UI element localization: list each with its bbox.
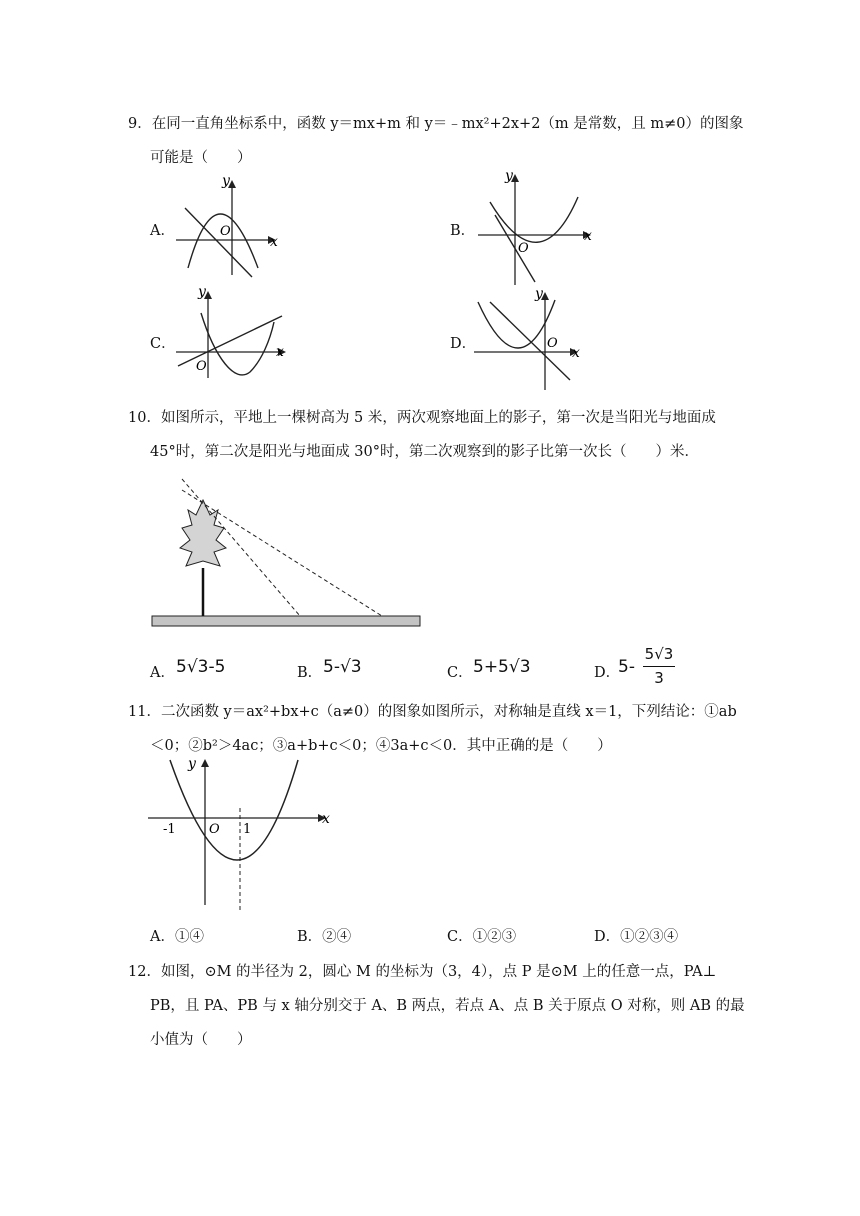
q9a-x-label: x — [270, 234, 278, 250]
q11-origin-label: O — [209, 822, 220, 837]
q10-option-a-value: 5√3-5 — [176, 657, 226, 677]
q9d-x-label: x — [572, 345, 580, 361]
q9-option-b-label: B． — [450, 223, 476, 239]
q11-x-label: x — [322, 811, 330, 827]
q9d-y-label: y — [535, 286, 543, 302]
q9-option-c-label: C． — [150, 336, 176, 352]
q10-option-b-value: 5-√3 — [323, 657, 362, 677]
q9b-origin-label: O — [518, 241, 529, 256]
q9d-origin-label: O — [547, 336, 558, 351]
q12-line-2: PB，且 PA、PB 与 x 轴分别交于 A、B 两点，若点 A、点 B 关于原点 O 对称，则 AB 的最 — [150, 998, 745, 1014]
q10-option-c-value: 5+5√3 — [473, 657, 531, 677]
q9b-x-label: x — [584, 228, 592, 244]
q10-option-d-numerator: 5√3 — [644, 645, 674, 663]
q11-option-a: A．①④ — [150, 929, 204, 945]
q10-option-b-label: B． — [297, 665, 323, 681]
q10-option-c-label: C． — [447, 665, 473, 681]
q10-option-d-denominator: 3 — [654, 669, 664, 687]
q11-y-label: y — [188, 756, 196, 772]
q9a-y-label: y — [222, 173, 230, 189]
q10-line-2: 45°时，第二次是阳光与地面成 30°时，第二次观察到的影子比第一次长（ ）米． — [150, 444, 700, 460]
q9c-y-label: y — [198, 284, 206, 300]
q11-option-c: C．①②③ — [447, 929, 517, 945]
q10-option-d-prefix: 5- — [618, 657, 635, 677]
q9-option-a-label: A． — [150, 223, 175, 239]
q10-option-a-label: A． — [150, 665, 175, 681]
q11-tick-neg1: -1 — [163, 822, 176, 837]
q11-line-1: 11．二次函数 y＝ax²+bx+c（a≠0）的图象如图所示，对称轴是直线 x＝1，下列结论：①ab — [128, 704, 737, 720]
q9-line-2: 可能是（ ） — [150, 150, 252, 166]
q9c-x-label: x — [276, 344, 284, 360]
q9-line-1: 9．在同一直角坐标系中，函数 y＝mx+m 和 y＝﹣mx²+2x+2（m 是常数，且 m≠0）的图象 — [128, 116, 744, 132]
q11-tick-1: 1 — [243, 822, 252, 837]
q10-line-1: 10．如图所示，平地上一棵树高为 5 米，两次观察地面上的影子，第一次是当阳光与地面成 — [128, 410, 716, 426]
q11-option-d: D．①②③④ — [594, 929, 679, 945]
q11-option-b: B．②④ — [297, 929, 352, 945]
q12-line-3: 小值为（ ） — [150, 1032, 252, 1048]
q9c-origin-label: O — [196, 359, 207, 374]
q9a-origin-label: O — [220, 224, 231, 239]
q11-line-2: ＜0；②b²＞4ac；③a+b+c＜0；④3a+c＜0．其中正确的是（ ） — [150, 738, 612, 754]
q12-line-1: 12．如图，⊙M 的半径为 2，圆心 M 的坐标为（3，4），点 P 是⊙M 上的任意一点，PA⊥ — [128, 964, 717, 980]
q9-option-d-label: D． — [450, 336, 477, 352]
q9b-y-label: y — [505, 168, 513, 184]
q10-option-d-label: D． — [594, 665, 621, 681]
